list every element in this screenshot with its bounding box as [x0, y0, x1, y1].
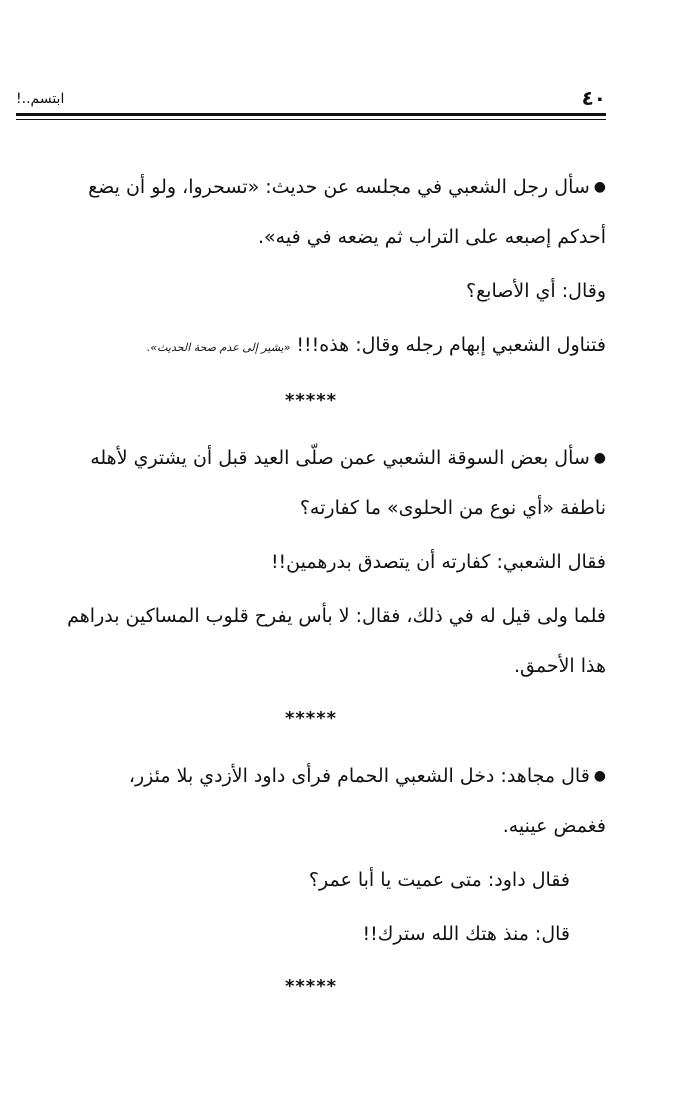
section-separator: *****	[284, 708, 338, 729]
bullet-icon: ●	[593, 179, 606, 195]
story2-line5: هذا الأحمق.	[513, 655, 606, 677]
story2-line4: فلما ولى قيل له في ذلك، فقال: لا بأس يفرح قلوب المساكين بدراهم	[67, 605, 606, 627]
story3-line4: قال: منذ هتك الله سترك!!	[362, 923, 570, 945]
page-body	[16, 162, 606, 1019]
header-rule-thick	[16, 113, 606, 116]
story1-line3: وقال: أي الأصابع؟	[465, 280, 606, 302]
section-separator: *****	[284, 390, 338, 411]
story1-line2: أحدكم إصبعه على التراب ثم يضعه في فيه».	[257, 226, 606, 248]
story3-line2: فغمض عينيه.	[502, 815, 606, 837]
story1-note: «يشير إلى عدم صحة الحديث».	[146, 341, 291, 354]
story2-line1: ●سأل بعض السوقة الشعبي عمن صلّى العيد قبل أن يشتري لأهله	[16, 433, 606, 483]
story2-line2: ناطفة «أي نوع من الحلوى» ما كفارته؟	[299, 497, 606, 519]
story2-line3: فقال الشعبي: كفارته أن يتصدق بدرهمين!!	[270, 551, 606, 573]
bullet-icon: ●	[593, 768, 606, 784]
story3-line3: فقال داود: متى عميت يا أبا عمر؟	[308, 869, 570, 891]
page-header	[16, 86, 606, 110]
page-number: ٤٠	[581, 86, 606, 110]
bullet-icon: ●	[593, 450, 606, 466]
header-rule-thin	[16, 119, 606, 120]
running-title: ابتسم..!	[16, 91, 65, 107]
story1-line4: فتناول الشعبي إبهام رجله وقال: هذه!!!«يشير إلى عدم صحة الحديث».	[146, 334, 606, 356]
section-separator: *****	[284, 976, 338, 997]
story1-line1: ●سأل رجل الشعبي في مجلسه عن حديث: «تسحروا، ولو أن يضع	[16, 162, 606, 212]
story3-line1: ●قال مجاهد: دخل الشعبي الحمام فرأى داود الأزدي بلا مئزر،	[16, 751, 606, 801]
